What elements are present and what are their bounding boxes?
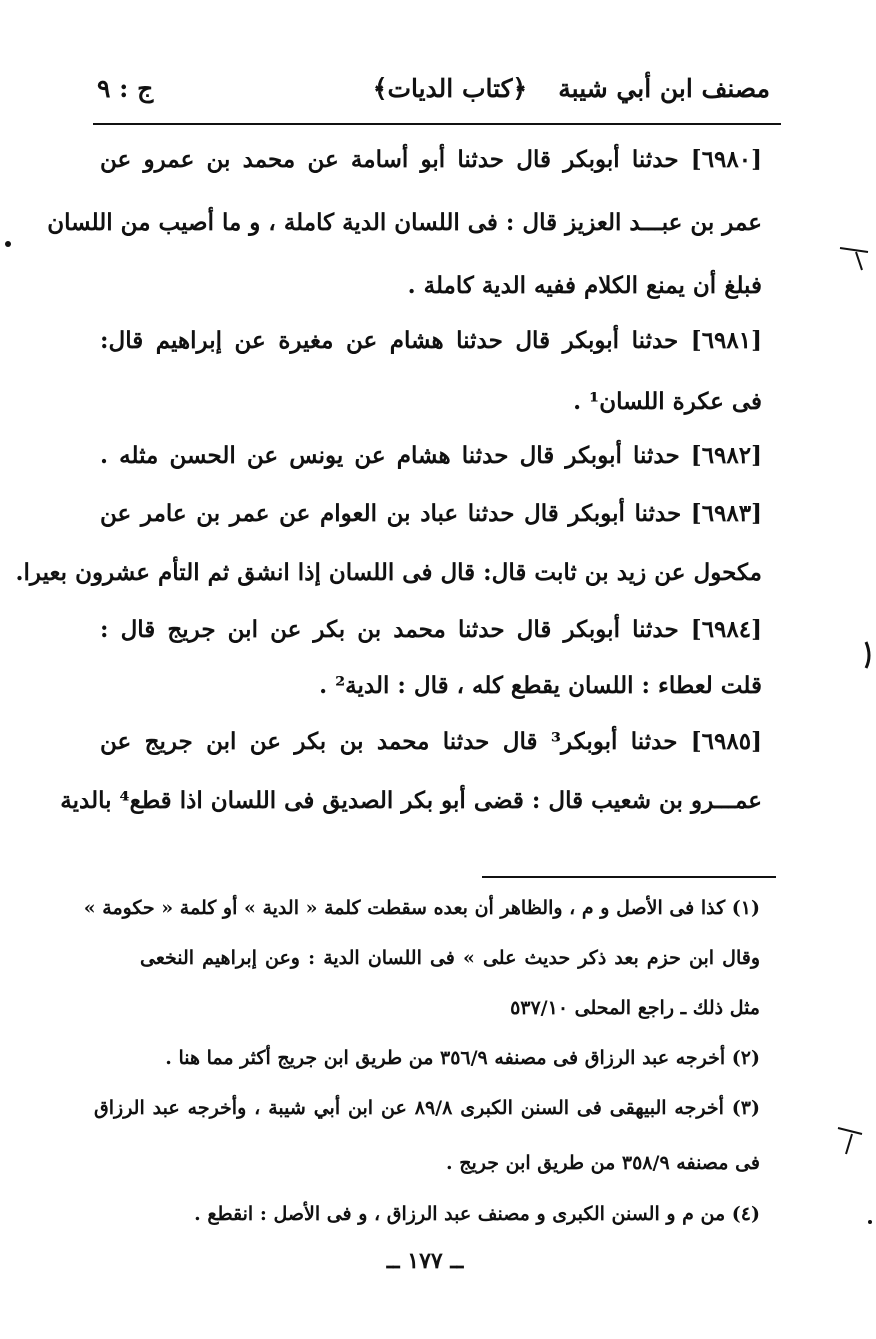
footnote-line: (١) كذا فى الأصل و م ، والظاهر أن بعده سقطت كلمة « الدية » أو كلمة « حكومة » — [83, 897, 760, 919]
page-number: ــ ١٧٧ ــ — [386, 1248, 464, 1274]
footnote-line: (٢) أخرجه عبد الرزاق فى مصنفه ٣٥٦/٩ من طريق ابن جريج أكثر مما هنا . — [165, 1047, 760, 1069]
footnote-line: (٣) أخرجه البيهقى فى السنن الكبرى ٨٩/٨ عن ابن أبي شيبة ، وأخرجه عبد الرزاق — [94, 1097, 761, 1119]
footnote-line: مثل ذلك ـ راجع المحلى ٥٣٧/١٠ — [510, 997, 760, 1019]
body-line: عمـــرو بن شعيب قال : قضى أبو بكر الصديق فى اللسان اذا قطع⁴ بالدية — [60, 787, 762, 814]
footnote-line: وقال ابن حزم بعد ذكر حديث على » فى اللسان الدية : وعن إبراهيم النخعى — [140, 947, 760, 969]
footnote-line: (٤) من م و السنن الكبرى و مصنف عبد الرزاق ، و فى الأصل : انقطع . — [194, 1203, 760, 1225]
body-line: [٦٩٨٣] حدثنا أبوبكر قال حدثنا عباد بن العوام عن عمر بن عامر عن — [100, 500, 762, 527]
margin-bracket — [866, 642, 869, 668]
body-line: مكحول عن زيد بن ثابت قال: قال فى اللسان إذا انشق ثم التأم عشرون بعيرا. — [15, 559, 762, 586]
margin-tick — [838, 1128, 862, 1154]
body-line: [٦٩٨١] حدثنا أبوبكر قال حدثنا هشام عن مغيرة عن إبراهيم قال: — [100, 327, 762, 354]
body-line: [٦٩٨٤] حدثنا أبوبكر قال حدثنا محمد بن بكر عن ابن جريج قال : — [100, 616, 762, 643]
body-line: [٦٩٨٠] حدثنا أبوبكر قال حدثنا أبو أسامة عن محمد بن عمرو عن — [100, 146, 762, 173]
body-line: فى عكرة اللسان¹ . — [573, 388, 762, 415]
margin-dot — [5, 241, 11, 247]
margin-dot — [868, 1220, 872, 1224]
volume-label: ج : ٩ — [97, 74, 154, 103]
book-title: مصنف ابن أبي شيبة — [558, 74, 770, 103]
chapter-title: ﴿كتاب الديات﴾ — [372, 74, 528, 103]
body-line: عمر بن عبـــد العزيز قال : فى اللسان الدية كاملة ، و ما أصيب من اللسان — [47, 209, 762, 236]
margin-tick — [840, 248, 868, 270]
footnote-line: فى مصنفه ٣٥٨/٩ من طريق ابن جريج . — [446, 1152, 760, 1174]
body-line: [٦٩٨٥] حدثنا أبوبكر³ قال حدثنا محمد بن بكر عن ابن جريج عن — [100, 728, 762, 755]
body-line: [٦٩٨٢] حدثنا أبوبكر قال حدثنا هشام عن يونس عن الحسن مثله . — [100, 442, 762, 469]
body-line: فبلغ أن يمنع الكلام ففيه الدية كاملة . — [407, 272, 762, 299]
body-line: قلت لعطاء : اللسان يقطع كله ، قال : الدية² . — [319, 672, 762, 699]
